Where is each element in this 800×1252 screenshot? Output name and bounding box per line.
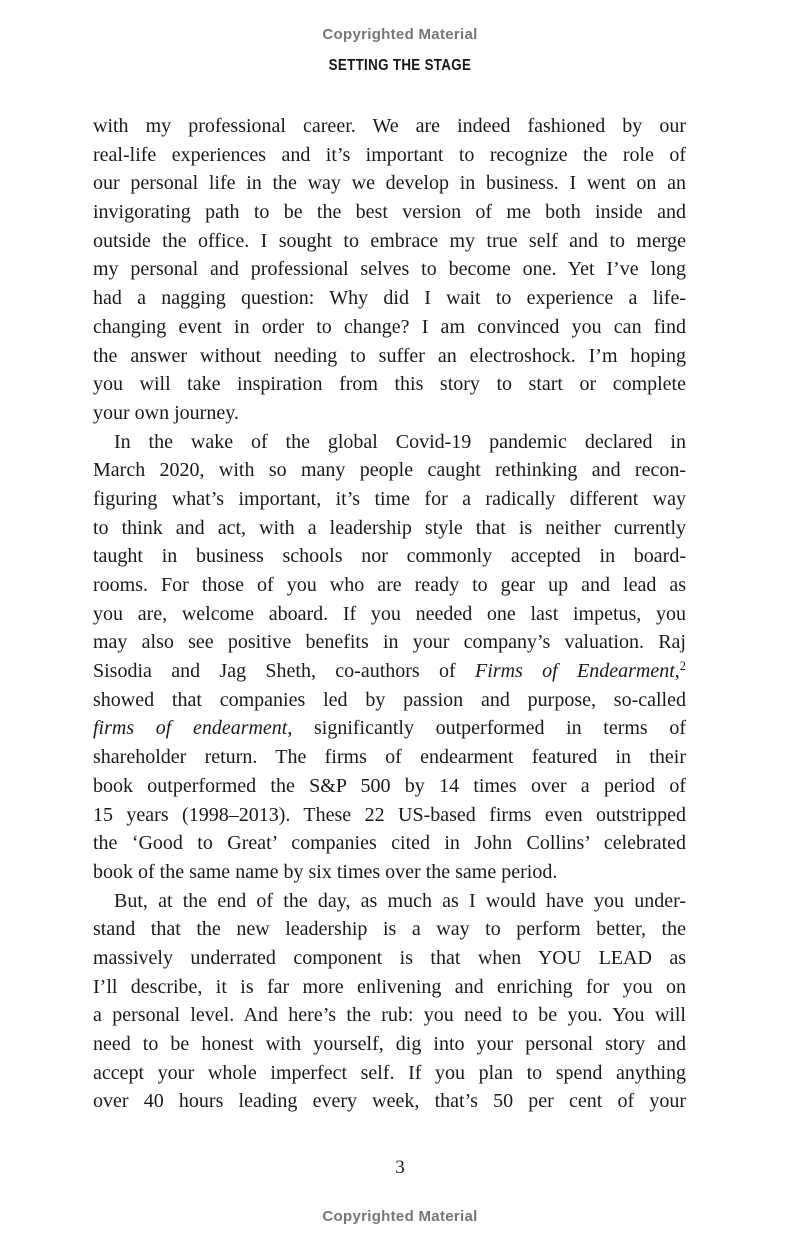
text-line: firms of endearment, significantly outperformed in terms of [93,717,686,740]
text-line: invigorating path to be the best version of me both inside and [93,201,686,224]
text-block [93,112,686,1116]
copyright-notice-bottom: Copyrighted Material [322,1208,478,1225]
running-header [0,57,800,75]
text-line: March 2020, with so many people caught rethinking and recon- [93,459,686,482]
text-line: showed that companies led by passion and purpose, so-called [93,688,686,711]
paragraph [93,428,686,887]
text-line: rooms. For those of you who are ready to gear up and lead as [93,574,686,596]
text-line: In the wake of the global Covid-19 pandemic declared in [114,430,686,453]
text-line: book of the same name by six times over the same period. [93,860,558,883]
running-header-text: SETTING THE STAGE [328,57,472,74]
copyright-notice-top: Copyrighted Material [322,26,478,43]
text-line: outside the office. I sought to embrace my true self and to merge [93,229,686,252]
text-line: stand that the new leadership is a way to perform better, the [93,918,686,941]
text-line: you are, welcome aboard. If you needed one last impetus, you [93,602,686,625]
paragraph [93,887,686,1117]
text-line: book outperformed the S&P 500 by 14 times over a period of [93,774,686,797]
text-line: real-life experiences and it’s important to recognize the role of [93,143,686,166]
page-number: 3 [395,1157,405,1178]
text-line: had a nagging question: Why did I wait to experience a life- [93,287,686,310]
text-line: accept your whole imperfect self. If you plan to spend anything [93,1061,686,1084]
text-line: our personal life in the way we develop in business. I went on an [93,172,686,195]
text-line: you will take inspiration from this story to start or complete [93,373,686,396]
text-line: need to be honest with yourself, dig into your personal story and [93,1033,686,1055]
text-line: shareholder return. The firms of endearment featured in their [93,746,686,769]
text-line: the answer without needing to suffer an electroshock. I’m hoping [93,344,686,367]
text-line: a personal level. And here’s the rub: you need to be you. You will [93,1004,686,1027]
text-line: massively underrated component is that when YOU LEAD as [93,946,686,969]
text-line: my personal and professional selves to become one. Yet I’ve long [93,258,686,281]
text-line: I’ll describe, it is far more enlivening and enriching for you on [93,975,686,998]
text-line: over 40 hours leading every week, that’s 50 per cent of your [93,1090,686,1113]
text-line: may also see positive benefits in your company’s valuation. Raj [93,631,686,654]
paragraph [93,112,686,428]
text-line: your own journey. [93,401,239,424]
text-line: Sisodia and Jag Sheth, co-authors of Firms of Endearment,$^2$ [93,659,686,683]
text-line: to think and act, with a leadership style that is neither currently [93,516,686,539]
text-line: the ‘Good to Great’ companies cited in John Collins’ celebrated [93,832,686,855]
text-line: with my professional career. We are indeed fashioned by our [93,115,686,137]
text-line: But, at the end of the day, as much as I would have you under- [114,889,686,912]
text-line: taught in business schools nor commonly accepted in board- [93,545,686,568]
text-line: 15 years (1998–2013). These 22 US-based firms even outstripped [93,803,686,826]
text-line: figuring what’s important, it’s time for a radically different way [93,487,686,510]
text-line: changing event in order to change? I am convinced you can find [93,315,686,338]
